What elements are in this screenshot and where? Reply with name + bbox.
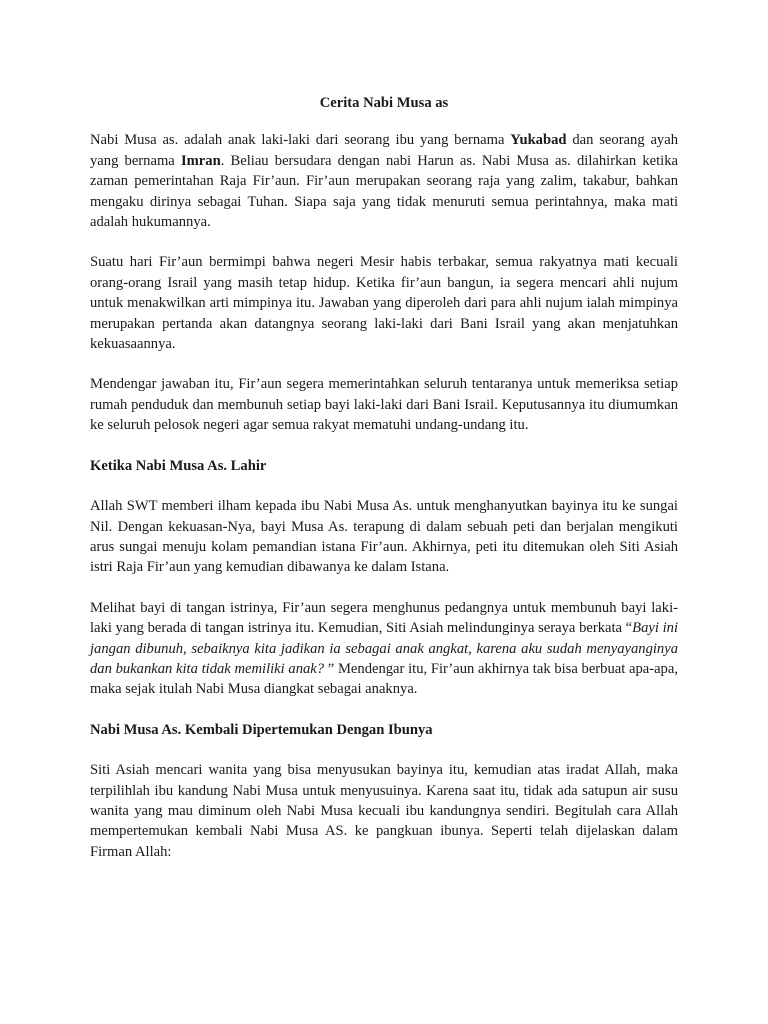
section-heading-2: Nabi Musa As. Kembali Dipertemukan Dengan Ibunya <box>90 721 433 738</box>
paragraph-1-text-e: . Beliau bersudara dengan nabi Harun as. Nabi Musa as. dilahirkan ketika zaman pemerintahan Raja Fir’aun. Fir’aun merupakan seorang raja yang zalim, takabur, bahkan mengaku dirinya sebagai Tuhan. Siapa saja yang tidak menuruti semua perintahnya, maka mati adalah hukumannya. <box>90 152 678 231</box>
paragraph-5-text-c: ” Mendengar itu, Fir’aun akhirnya tak bisa berbuat apa-apa, maka sejak itulah Nabi Musa diangkat sebagai anaknya. <box>90 660 678 698</box>
paragraph-2: Suatu hari Fir’aun bermimpi bahwa negeri Mesir habis terbakar, semua rakyatnya mati kecuali orang-orang Israil yang masih tetap hidup. Ketika fir’aun bangun, ia segera mencari ahli nujum untuk menakwilkan arti mimpinya itu. Jawaban yang diperoleh dari para ahli nujum ialah mimpinya merupakan pertanda akan datangnya seorang laki-laki dari Bani Israil yang akan menjatuhkan kekuasaannya. <box>90 254 678 353</box>
name-yukabad: Yukabad <box>510 132 567 149</box>
document-title: Cerita Nabi Musa as <box>319 95 449 111</box>
name-imran: Imran <box>180 152 221 169</box>
section-heading-1: Ketika Nabi Musa As. Lahir <box>90 457 267 474</box>
paragraph-5 <box>90 598 678 700</box>
paragraph-1-text-c: dan seorang ayah yang bernama <box>90 132 678 169</box>
paragraph-6: Siti Asiah mencari wanita yang bisa menyusukan bayinya itu, kemudian atas iradat Allah, maka terpilihlah ibu kandung Nabi Musa untuk menyusuinya. Karena saat itu, tidak ada satupun air susu wanita yang mau diminum oleh Nabi Musa kecuali ibu kandungnya sendiri. Begitulah cara Allah mempertemukan kembali Nabi Musa AS. ke pangkuan ibunya. Seperti telah dijelaskan dalam Firman Allah: <box>90 762 678 860</box>
paragraph-1-text-a: Nabi Musa as. adalah anak laki-laki dari seorang ibu yang bernama <box>90 132 511 149</box>
paragraph-4: Allah SWT memberi ilham kepada ibu Nabi Musa As. untuk menghanyutkan bayinya itu ke sungai Nil. Dengan kekuasan-Nya, bayi Musa As. terapung di dalam sebuah peti dan berjalan mengikuti arus sungai menuju kolam pemandian istana Fir’aun. Akhirnya, peti itu ditemukan oleh Siti Asiah istri Raja Fir’aun yang kemudian dibawanya ke dalam Istana. <box>90 498 678 576</box>
paragraph-5-text-a: Melihat bayi di tangan istrinya, Fir’aun segera menghunus pedangnya untuk membunuh bayi laki-laki yang berada di tangan istrinya itu. Kemudian, Siti Asiah melindunginya seraya berkata “ <box>90 599 678 637</box>
paragraph-1 <box>90 130 678 232</box>
paragraph-3: Mendengar jawaban itu, Fir’aun segera memerintahkan seluruh tentaranya untuk memeriksa setiap rumah penduduk dan membunuh setiap bayi laki-laki dari Bani Israil. Keputusannya itu diumumkan ke seluruh pelosok negeri agar semua rakyat mematuhi undang-undang itu. <box>90 376 678 434</box>
quote-text: Bayi ini jangan dibunuh, sebaiknya kita jadikan ia sebagai anak angkat, karena aku sudah menyayanginya dan bukankan kita tidak memiliki anak? <box>90 620 678 677</box>
